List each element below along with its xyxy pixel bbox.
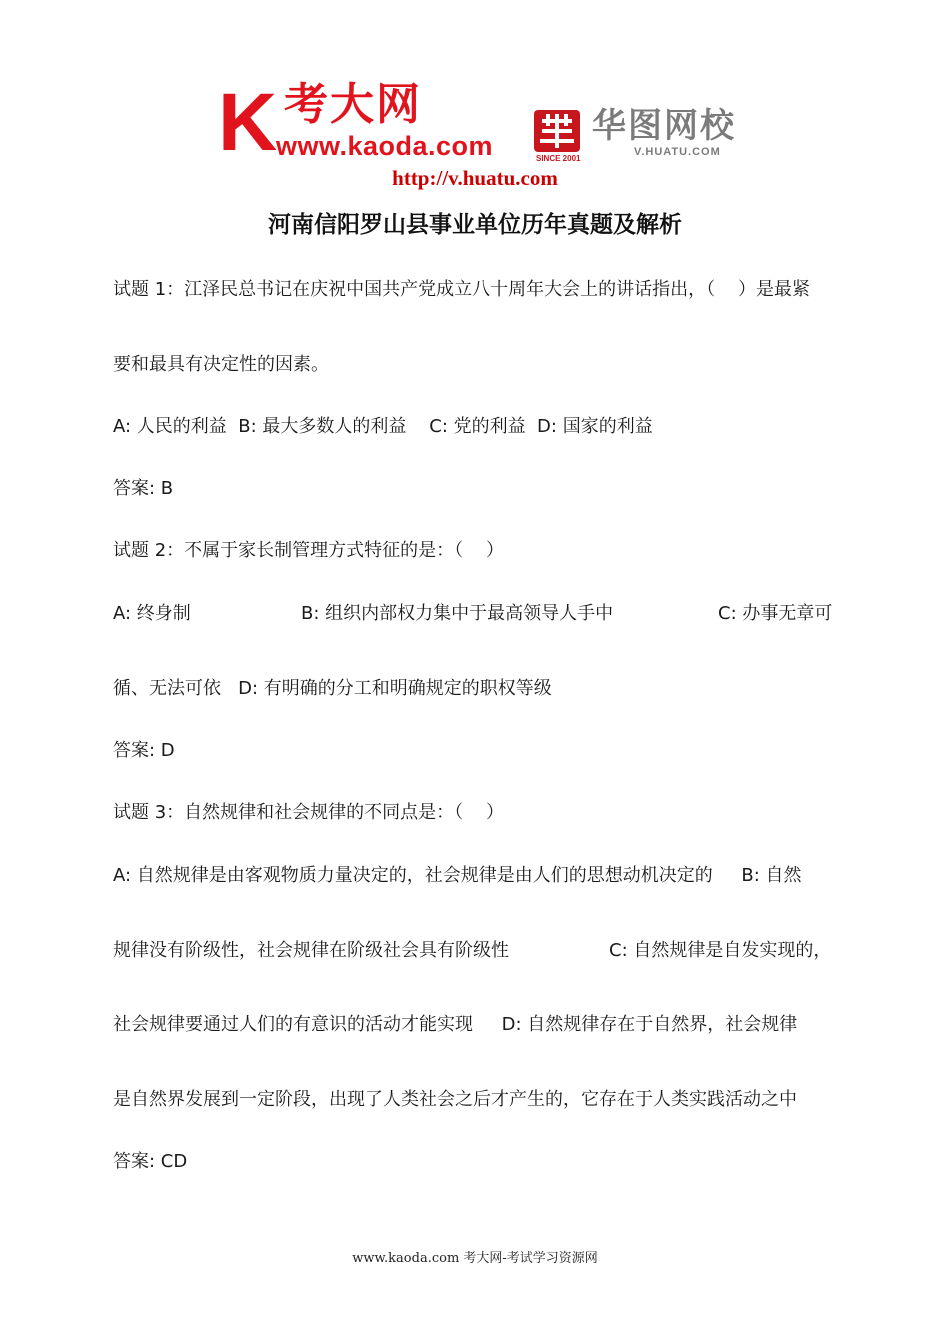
huatu-logo-url: V.HUATU.COM [634,146,721,158]
question-1-stem-line-2: 要和最具有决定性的因素。 [113,354,329,375]
question-1-options: A: 人民的利益 B: 最大多数人的利益 C: 党的利益 D: 国家的利益 [113,416,653,437]
question-3-options-line-2b: C: 自然规律是自发实现的， [609,940,832,961]
question-3-stem: 试题 3：自然规律和社会规律的不同点是：（ ） [113,802,505,823]
kaoda-k-letter: K [218,77,274,168]
kaoda-logo [218,77,538,168]
question-2-option-a: A: 终身制 [113,603,191,624]
question-2-options-line-2: 循、无法可依 D: 有明确的分工和明确规定的职权等级 [113,678,552,699]
question-3-options-line-4: 是自然界发展到一定阶段，出现了人类社会之后才产生的，它存在于人类实践活动之中 [113,1089,797,1110]
kaoda-logo-text: 考大网 [284,79,422,130]
huatu-mark-icon [534,110,580,152]
huatu-link[interactable]: http://v.huatu.com [392,166,558,190]
question-2-stem: 试题 2：不属于家长制管理方式特征的是：（ ） [113,540,505,561]
question-2-option-b: B: 组织内部权力集中于最高领导人手中 [301,603,614,624]
question-2-option-c: C: 办事无章可 [718,603,833,624]
page-title: 河南信阳罗山县事业单位历年真题及解析 [268,212,682,238]
question-3-options-line-1: A: 自然规律是由客观物质力量决定的，社会规律是由人们的思想动机决定的 B: 自然 [113,865,802,886]
kaoda-logo-url: www.kaoda.com [276,131,494,161]
question-1-stem-line-1: 试题 1：江泽民总书记在庆祝中国共产党成立八十周年大会上的讲话指出，（ ）是最紧 [113,279,811,300]
huatu-since: SINCE 2001 [536,154,581,163]
question-3-answer: 答案: CD [113,1151,188,1172]
question-3-options-line-3: 社会规律要通过人们的有意识的活动才能实现 D: 自然规律存在于自然界，社会规律 [113,1014,798,1035]
question-3-options-line-2a: 规律没有阶级性，社会规律在阶级社会具有阶级性 [113,940,509,961]
question-2-answer: 答案: D [113,740,175,761]
huatu-logo [534,106,774,166]
page-footer: www.kaoda.com 考大网-考试学习资源网 [352,1251,598,1266]
huatu-logo-text: 华图网校 [592,106,736,146]
question-1-answer: 答案: B [113,478,174,499]
